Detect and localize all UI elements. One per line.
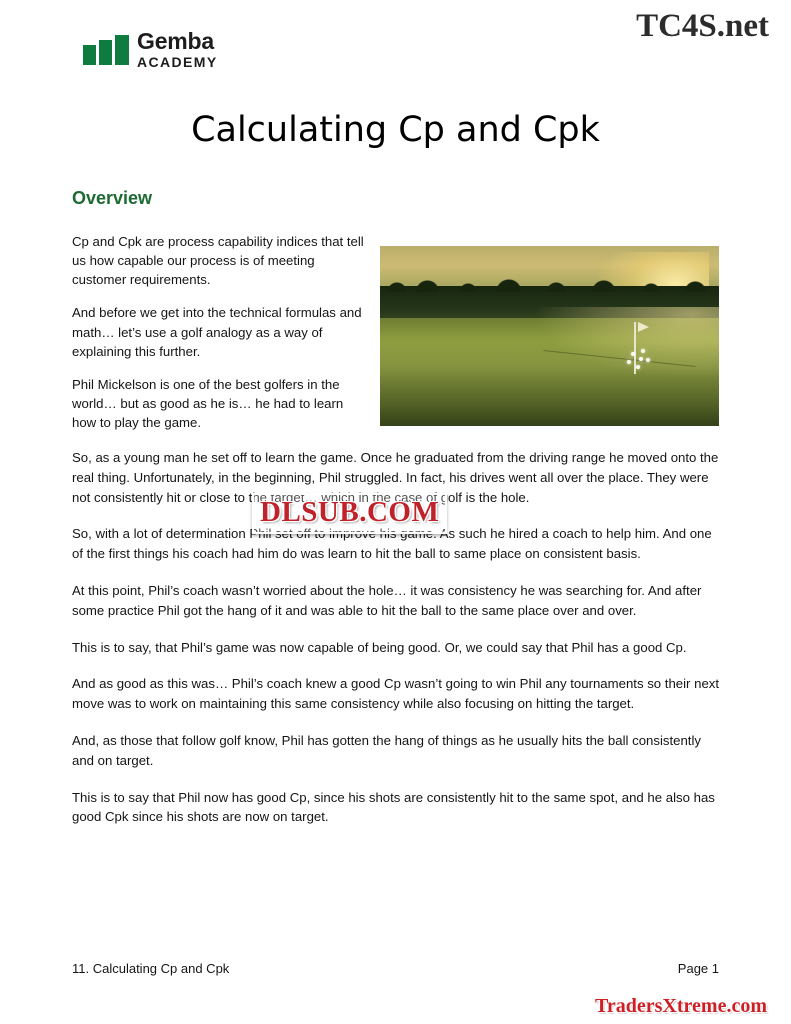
page-title: Calculating Cp and Cpk [191,110,600,150]
paragraph: At this point, Phil’s coach wasn’t worried about the hole… it was consistency he was searching for. And after some practice Phil got the hang of it and was able to hit the ball to the same place over and over. [72,582,702,618]
paragraph: Cp and Cpk are process capability indices that tell us how capable our process is of meeting customer requirements. [72,234,364,288]
factory-bars-icon [83,35,129,65]
paragraph: This is to say that Phil now has good Cp, since his shots are consistently hit to the same spot, and he also has good Cpk since his shots are now on target. [72,789,715,825]
logo-sub-text: ACADEMY [137,54,218,70]
paragraph: And as good as this was… Phil’s coach knew a good Cp wasn’t going to win Phil any tournaments so their next move was to work on maintaining this same consistency while also focusing on hitting the target. [72,676,720,712]
golf-course-image [380,246,719,426]
gemba-academy-logo [83,30,218,69]
logo-brand-text: Gemba [137,28,214,54]
paragraph: Phil Mickelson is one of the best golfers in the world… but as good as he is… he had to learn how to play the game. [72,376,344,431]
paragraph: So, with a lot of determination Phil set off to improve his game. As such he hired a coach to help him. And one of the first things his coach had him do was learn to hit the ball to same place on consistent basis. [72,526,712,562]
tc4s-watermark: TC4S.net [636,8,769,44]
tradersxtreme-watermark: TradersXtreme.com [595,995,767,1017]
dlsub-watermark: DLSUB.COM [252,493,447,534]
paragraph: This is to say, that Phil’s game was now capable of being good. Or, we could say that Phil has a good Cp. [72,639,687,655]
intro-column-text [72,232,368,446]
footer-page-number: Page 1 [677,961,719,976]
paragraph: And before we get into the technical formulas and math… let’s use a golf analogy as a way of explaining this further. [72,305,362,359]
footer-chapter-label: 11. Calculating Cp and Cpk [72,961,230,976]
paragraph: And, as those that follow golf know, Phil has gotten the hang of things as he usually hits the ball consistently and on target. [72,732,701,768]
paragraph: So, as a young man he set off to learn the game. Once he graduated from the driving range he moved onto the real thing. Unfortunately, in the beginning, Phil struggled. In fact, his drives went all over the place. They were not consistently hit or close to the target… which in the case of golf is the hole. [72,450,719,505]
section-heading-overview: Overview [72,188,153,208]
